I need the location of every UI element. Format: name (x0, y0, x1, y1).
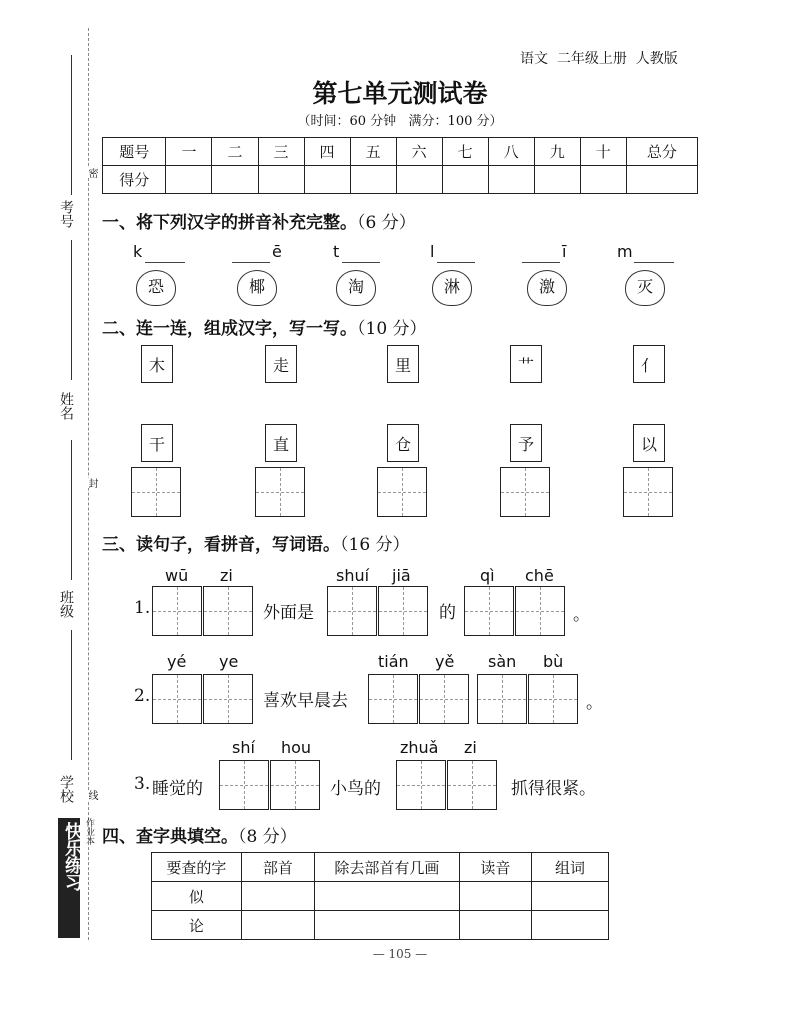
table-row (152, 911, 609, 940)
brand-sub: 作业本 (84, 818, 94, 845)
pouch-icon (625, 270, 665, 306)
margin-label-kaohao: 考号 (58, 200, 74, 228)
writing-grid[interactable] (515, 586, 565, 636)
score-header: 一 (166, 138, 212, 166)
pouch-icon (237, 270, 277, 306)
hanzi-part: 走 (272, 356, 289, 375)
score-cell[interactable] (580, 166, 626, 194)
page-subtitle: （时间：60 分钟 满分：100 分） (297, 114, 503, 129)
answer-cell[interactable] (459, 911, 531, 940)
component-card[interactable] (387, 345, 419, 383)
table-header: 组词 (531, 853, 608, 882)
score-header: 八 (488, 138, 534, 166)
hanzi: 恐 (147, 277, 164, 296)
sentence-number: 2. (134, 686, 151, 706)
writing-grid[interactable] (477, 674, 527, 724)
table-header: 读音 (459, 853, 531, 882)
component-card[interactable] (387, 424, 419, 462)
answer-cell[interactable] (241, 911, 314, 940)
hanzi: 淋 (443, 277, 460, 296)
writing-grid[interactable] (131, 467, 181, 517)
writing-grid[interactable] (203, 586, 253, 636)
pouch-icon (432, 270, 472, 306)
answer-cell[interactable] (314, 882, 459, 911)
score-header: 题号 (103, 138, 166, 166)
section2-title: 二、连一连，组成汉字，写一写。（10 分） (102, 319, 427, 339)
section1-title: 一、将下列汉字的拼音补充完整。（6 分） (102, 213, 416, 233)
pouch-icon (136, 270, 176, 306)
score-cell[interactable] (396, 166, 442, 194)
sentence-text: 小鸟的 (330, 779, 381, 799)
writing-grid[interactable] (219, 760, 269, 810)
score-cell[interactable] (166, 166, 212, 194)
sentence-text: 抓得很紧。 (511, 779, 596, 799)
score-header: 三 (258, 138, 304, 166)
writing-grid[interactable] (377, 467, 427, 517)
answer-line[interactable] (634, 262, 674, 263)
writing-grid[interactable] (270, 760, 320, 810)
hanzi: 淘 (347, 277, 364, 296)
score-header: 十 (580, 138, 626, 166)
query-char: 论 (152, 911, 242, 940)
brand-logo: 快乐练习 (58, 818, 80, 938)
hanzi-part: 以 (640, 435, 657, 454)
score-header: 九 (534, 138, 580, 166)
writing-grid[interactable] (203, 674, 253, 724)
score-cell[interactable] (304, 166, 350, 194)
table-header: 部首 (241, 853, 314, 882)
writing-grid[interactable] (378, 586, 428, 636)
score-cell[interactable] (442, 166, 488, 194)
writing-grid[interactable] (500, 467, 550, 517)
component-card[interactable] (265, 345, 297, 383)
margin-label-banji: 班级 (58, 590, 74, 618)
table-header: 要查的字 (152, 853, 242, 882)
component-card[interactable] (141, 345, 173, 383)
score-cell[interactable] (350, 166, 396, 194)
score-cell[interactable] (488, 166, 534, 194)
writing-grid[interactable] (464, 586, 514, 636)
hanzi-part: 干 (148, 435, 165, 454)
pouch-icon (336, 270, 376, 306)
writing-grid[interactable] (152, 674, 202, 724)
sentence-text: 睡觉的 (152, 779, 203, 799)
hanzi: 椰 (248, 277, 265, 296)
section4-title: 四、查字典填空。（8 分） (102, 827, 297, 847)
score-header: 二 (212, 138, 258, 166)
score-cell[interactable] (258, 166, 304, 194)
answer-cell[interactable] (531, 882, 608, 911)
score-header: 五 (350, 138, 396, 166)
component-card[interactable] (510, 345, 542, 383)
sentence-text: 外面是 (263, 603, 314, 623)
writing-grid[interactable] (447, 760, 497, 810)
writing-grid[interactable] (396, 760, 446, 810)
score-header: 七 (442, 138, 488, 166)
hanzi-part: 仓 (394, 435, 411, 454)
sentence-end: 。 (586, 693, 603, 713)
section3-title: 三、读句子，看拼音，写词语。（16 分） (102, 535, 410, 555)
table-header: 除去部首有几画 (314, 853, 459, 882)
hanzi: 灭 (636, 277, 653, 296)
score-cell[interactable] (534, 166, 580, 194)
answer-cell[interactable] (531, 911, 608, 940)
answer-cell[interactable] (314, 911, 459, 940)
score-header: 总分 (626, 138, 697, 166)
answer-line[interactable] (145, 262, 185, 263)
answer-cell[interactable] (241, 882, 314, 911)
hanzi-part: 亻 (640, 356, 657, 375)
page-title: 第七单元测试卷 (312, 79, 488, 108)
query-char: 似 (152, 882, 242, 911)
score-header: 四 (304, 138, 350, 166)
pouch-icon (527, 270, 567, 306)
cut-mark-mi: 密 (86, 168, 97, 178)
writing-grid[interactable] (528, 674, 578, 724)
score-row-label: 得分 (103, 166, 166, 194)
sentence-number: 1. (134, 598, 151, 618)
hanzi-part: 直 (272, 435, 289, 454)
sentence-text: 喜欢早晨去 (263, 691, 348, 711)
writing-grid[interactable] (419, 674, 469, 724)
writing-grid[interactable] (152, 586, 202, 636)
hanzi-part: 里 (394, 356, 411, 375)
writing-grid[interactable] (327, 586, 377, 636)
writing-grid[interactable] (623, 467, 673, 517)
answer-line[interactable] (522, 262, 560, 263)
component-card[interactable] (633, 345, 665, 383)
hanzi-part: 木 (148, 356, 165, 375)
answer-line[interactable] (437, 262, 475, 263)
writing-grid[interactable] (368, 674, 418, 724)
name-line (71, 240, 72, 380)
dictionary-table (151, 852, 609, 940)
score-cell[interactable] (626, 166, 697, 194)
answer-cell[interactable] (459, 882, 531, 911)
cut-mark-feng: 封 (86, 478, 97, 488)
margin-label-xuexiao: 学校 (58, 775, 74, 803)
table-row (152, 882, 609, 911)
score-table (102, 137, 698, 194)
sentence-end: 。 (573, 605, 590, 625)
component-card[interactable] (510, 424, 542, 462)
book-info: 语文 二年级上册 人教版 (520, 51, 678, 67)
sentence-number: 3. (134, 774, 151, 794)
name-line (71, 440, 72, 580)
page-number: — 105 — (372, 947, 428, 961)
answer-line[interactable] (232, 262, 270, 263)
cut-mark-xian: 线 (86, 790, 97, 800)
answer-line[interactable] (342, 262, 380, 263)
hanzi-part: 予 (517, 435, 534, 454)
component-card[interactable] (633, 424, 665, 462)
score-cell[interactable] (212, 166, 258, 194)
component-card[interactable] (265, 424, 297, 462)
hanzi-part: 艹 (517, 356, 534, 375)
score-header: 六 (396, 138, 442, 166)
component-card[interactable] (141, 424, 173, 462)
hanzi: 激 (538, 277, 555, 296)
sentence-text: 的 (439, 603, 456, 623)
name-line (71, 630, 72, 760)
margin-label-xingming: 姓名 (58, 392, 74, 420)
writing-grid[interactable] (255, 467, 305, 517)
